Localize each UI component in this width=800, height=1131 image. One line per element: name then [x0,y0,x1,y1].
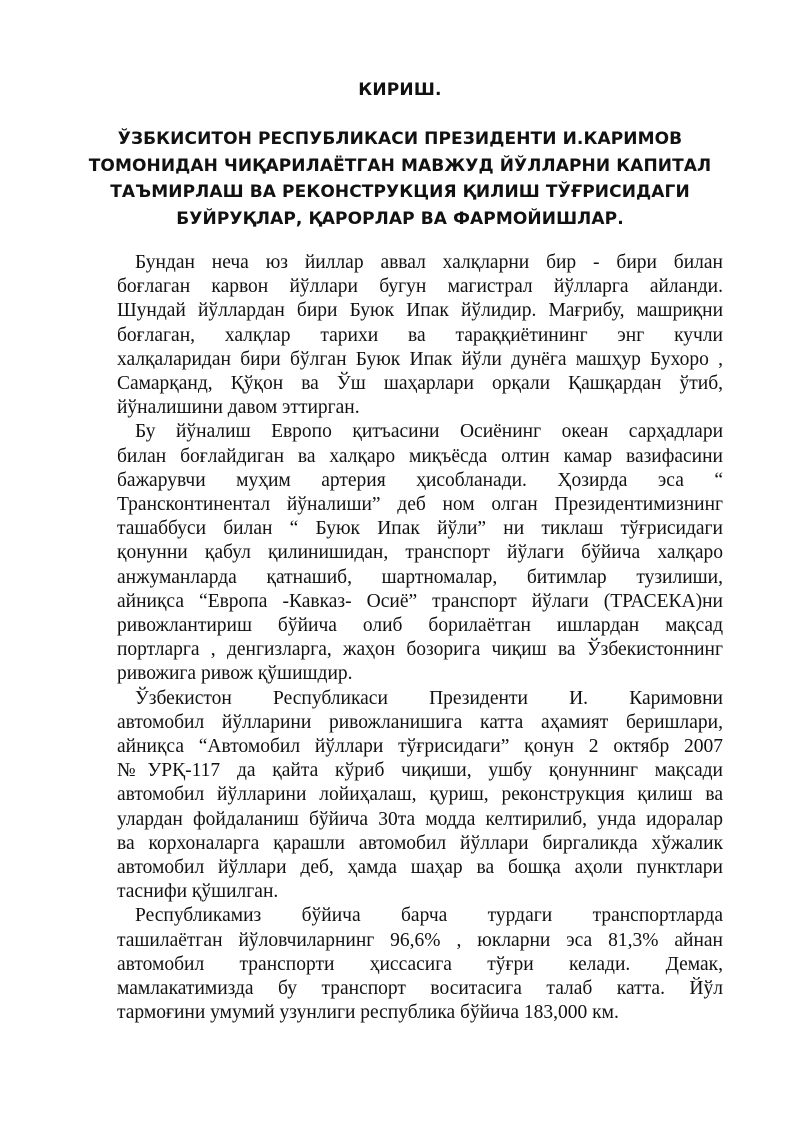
text-line: Республикамиз бўйича барча турдаги транспортларда [135,905,723,927]
text-line: Ўзбекистон Республикаси Президенти И. Каримовни [135,687,723,709]
text-line: Шундай йўллардан бири Буюк Ипак йўлидир. Мағрибу, машриқни [117,300,723,322]
text-line: автомобил транспорти ҳиссасига тўғри келади. Демак, [117,953,723,975]
paragraph [117,420,723,686]
text-line: ривожига ривож қўшишдир. [117,663,353,685]
text-line: автомобил йўллари деб, ҳамда шаҳар ва бошқа аҳоли пунктлари [117,857,723,879]
text-line: билан боғлайдиган ва халқаро миқъёсда олтин камар вазифасини [117,445,723,467]
paragraph [117,687,723,905]
subtitle-line: ТОМОНИДАН ЧИҚАРИЛАЁТГАН МАВЖУД ЙЎЛЛАРНИ КАПИТАЛ [88,155,712,176]
paragraph [117,904,723,1025]
text-line: улардан фойдаланиш бўйича 30та модда келтирилиб, унда идоралар [117,808,723,830]
text-line: ва корхоналарга қарашли автомобил йўллари биргаликда хўжалик [117,832,723,854]
text-line: таснифи қўшилган. [117,881,279,903]
text-line: мамлакатимизда бу транспорт воситасига талаб катта. Йўл [117,978,723,1000]
document-body [117,251,723,1026]
text-line: айниқса “Европа -Кавказ- Осиё” транспорт йўлаги (ТРАСЕКА)ни [117,590,723,612]
subtitle-line: ЎЗБКИСИТОН РЕСПУБЛИКАСИ ПРЕЗИДЕНТИ И.КАРИМОВ [117,129,683,149]
text-line: айниқса “Автомобил йўллари тўғрисидаги” қонун 2 октябр 2007 [117,736,723,758]
subtitle-line: ТАЪМИРЛАШ ВА РЕКОНСТРУКЦИЯ ҚИЛИШ ТЎҒРИСИДАГИ [110,182,690,202]
text-line: боғлаган, халқлар тарихи ва тараққиётининг энг кучли [117,324,723,346]
text-line: йўналишини давом эттирган. [117,397,360,419]
text-line: тармоғини умумий узунлиги республика бўйича 183,000 км. [117,1002,619,1024]
text-line: автомобил йўлларини лойиҳалаш, қуриш, реконструкция қилиш ва [117,784,723,806]
text-line: ташилаётган йўловчиларнинг 96,6% , юкларни эса 81,3% айнан [117,929,723,951]
text-line: анжуманларда қатнашиб, шартномалар, битимлар тузилиши, [117,566,723,588]
text-line: халқаларидан бири бўлган Буюк Ипак йўли дунёга машҳур Бухоро , [117,348,723,370]
text-line: №УРҚ-117 да қайта кўриб чиқиши, ушбу қонуннинг мақсади [117,760,723,782]
text-line: Бу йўналиш Европо қитъасини Осиёнинг океан сарҳадлари [135,421,723,443]
paragraph [117,251,723,420]
text-line: Самарқанд, Қўқон ва Ўш шаҳарлари орқали Қашқардан ўтиб, [117,373,723,395]
document-title: КИРИШ. [358,80,442,100]
text-line: Трансконтинентал йўналиши” деб ном олган Президентимизнинг [117,494,723,516]
text-line: Бундан неча юз йиллар аввал халқларни бир - бири билан [135,252,723,273]
subtitle-line: БУЙРУҚЛАР, ҚАРОРЛАР ВА ФАРМОЙИШЛАР. [176,208,624,229]
text-line: портларга , денгизларга, жаҳон бозорига чиқиш ва Ўзбекистоннинг [117,639,723,661]
document-subtitle [0,126,800,232]
text-line: автомобил йўлларини ривожланишига катта аҳамият беришлари, [117,711,723,733]
text-line: бажарувчи муҳим артерия ҳисобланади. Ҳозирда эса “ [117,469,723,491]
text-line: ташаббуси билан “ Буюк Ипак йўли” ни тиклаш тўғрисидаги [117,518,723,540]
text-line: боғлаган карвон йўллари бугун магистрал йўлларга айланди. [117,276,723,298]
text-line: қонунни қабул қилинишидан, транспорт йўлаги бўйича халқаро [117,542,723,564]
text-line: ривожлантириш бўйича олиб борилаётган ишлардан мақсад [117,615,723,637]
